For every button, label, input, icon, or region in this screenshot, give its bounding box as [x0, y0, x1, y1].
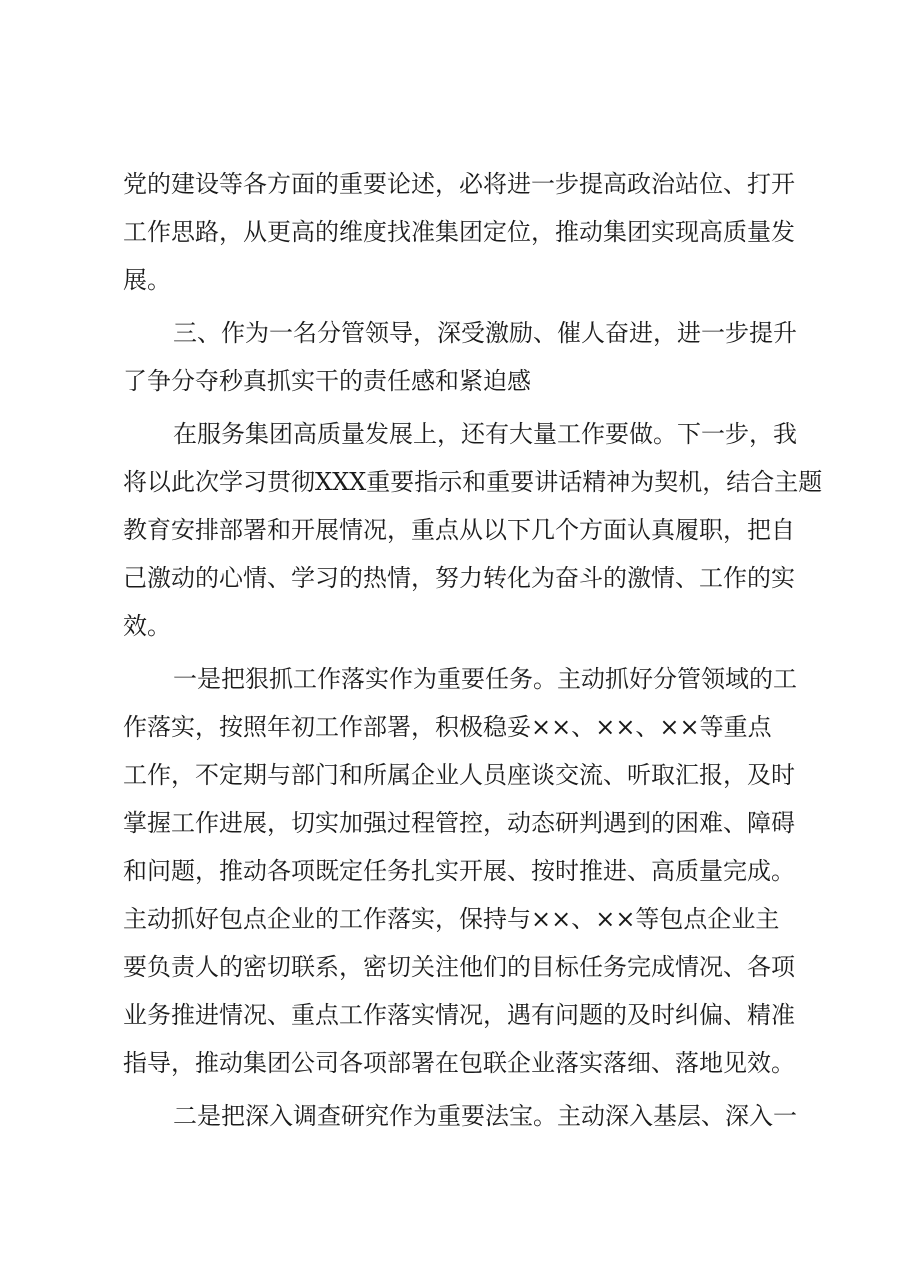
text-line-content: 工作思路，从更高的维度找准集团定位，推动集团实现高质量发	[123, 218, 795, 246]
text-line	[0, 462, 909, 502]
text-line	[0, 164, 909, 204]
text-line-content: 业务推进情况、重点工作落实情况，遇有问题的及时纠偏、精准	[123, 1001, 795, 1029]
text-line-content: 工作，不定期与部门和所属企业人员座谈交流、听取汇报，及时	[123, 761, 795, 789]
text-line	[0, 995, 909, 1035]
text-line-content: 教育安排部署和开展情况，重点从以下几个方面认真履职，把自	[123, 516, 795, 544]
text-line-content: 二是把深入调查研究作为重要法宝。主动深入基层、深入一	[173, 1102, 797, 1130]
text-line-content: 一是把狠抓工作落实作为重要任务。主动抓好分管领域的工	[173, 665, 797, 693]
text-line-content: 己激动的心情、学习的热情，努力转化为奋斗的激情、工作的实	[123, 564, 795, 592]
text-line-content: 指导，推动集团公司各项部署在包联企业落实落细、落地见效。	[123, 1049, 795, 1077]
text-line-content: 效。	[123, 612, 171, 640]
section-heading-line	[0, 361, 909, 401]
text-line	[0, 606, 909, 646]
text-line	[0, 659, 909, 699]
text-line-content: 掌握工作进展，切实加强过程管控，动态研判遇到的困难、障碍	[123, 809, 795, 837]
text-line-content: 在服务集团高质量发展上，还有大量工作要做。下一步，我	[173, 420, 797, 448]
text-line	[0, 1043, 909, 1083]
text-line-content: 展。	[123, 266, 171, 294]
text-line	[0, 414, 909, 454]
text-line	[0, 260, 909, 300]
section-heading-line	[0, 313, 909, 353]
text-line	[0, 1096, 909, 1136]
text-line	[0, 851, 909, 891]
text-line	[0, 755, 909, 795]
text-line-content: 了争分夺秒真抓实干的责任感和紧迫感	[123, 367, 531, 395]
text-line	[0, 212, 909, 252]
text-line-content: 作落实，按照年初工作部署，积极稳妥××、××、××等重点	[123, 713, 772, 741]
text-line-content: 将以此次学习贯彻XXX重要指示和重要讲话精神为契机，结合主题	[123, 468, 823, 496]
text-line	[0, 510, 909, 550]
text-line	[0, 707, 909, 747]
text-line	[0, 558, 909, 598]
text-line-content: 要负责人的密切联系，密切关注他们的目标任务完成情况、各项	[123, 953, 795, 981]
text-line	[0, 803, 909, 843]
text-line-content: 三、作为一名分管领导，深受激励、催人奋进，进一步提升	[173, 319, 797, 347]
text-line-content: 党的建设等各方面的重要论述，必将进一步提高政治站位、打开	[123, 170, 795, 198]
text-line	[0, 899, 909, 939]
text-line-content: 和问题，推动各项既定任务扎实开展、按时推进、高质量完成。	[123, 857, 795, 885]
text-line-content: 主动抓好包点企业的工作落实，保持与××、××等包点企业主	[123, 905, 780, 933]
text-line	[0, 947, 909, 987]
